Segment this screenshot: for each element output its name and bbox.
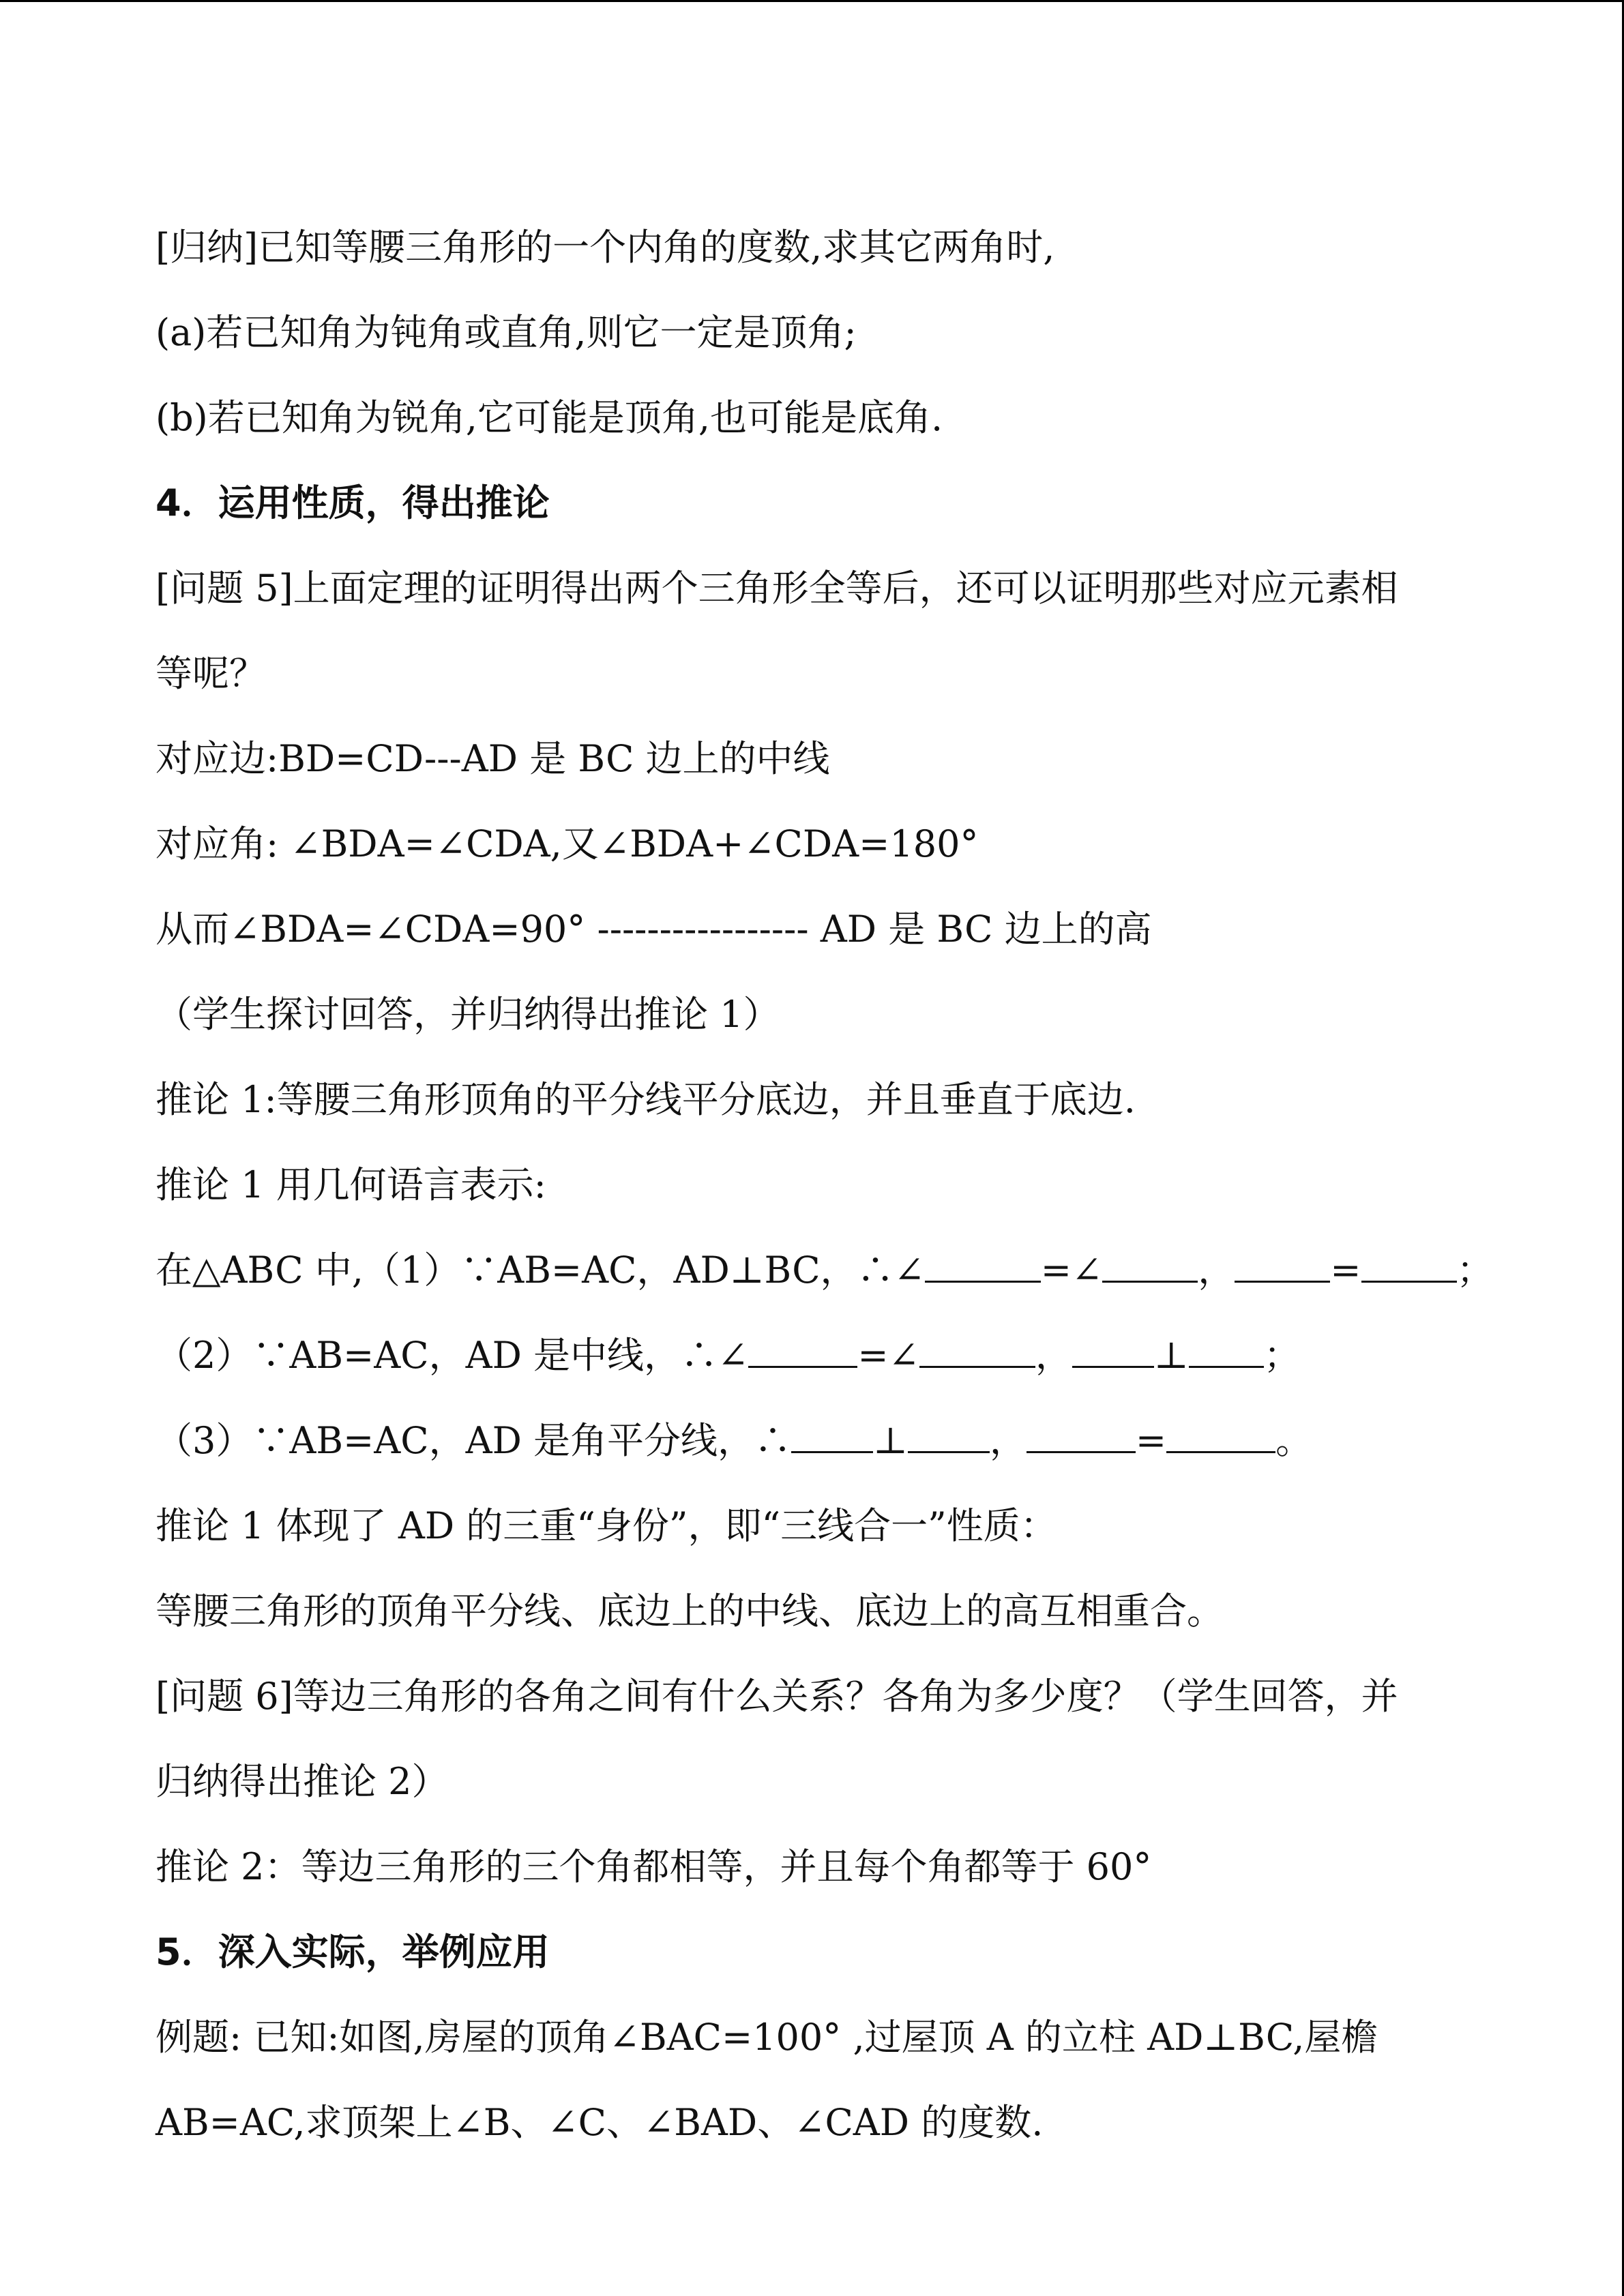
fill-in-text: = [1330,1249,1361,1292]
paragraph-altitude: 从而∠BDA=∠CDA=90° ----------------- AD 是 BC 边上的高 [156,908,1152,951]
paragraph-coincide: 等腰三角形的顶角平分线、底边上的中线、底边上的高互相重合。 [156,1590,1224,1632]
fill-in-text: =∠ [857,1334,919,1377]
document-body [156,205,1492,2165]
paragraph-question-6: [问题 6]等边三角形的各角之间有什么关系？各角为多少度？（学生回答，并 [156,1675,1398,1718]
answer-blank[interactable] [791,1418,873,1453]
paragraph-corollary-1-geometry: 推论 1 用几何语言表示: [156,1163,546,1206]
answer-blank[interactable] [908,1418,990,1453]
fill-in-text: 。 [1275,1419,1313,1462]
fill-in-text: （2）∵AB=AC，AD 是中线，∴∠ [156,1334,749,1377]
answer-blank[interactable] [1166,1418,1275,1453]
section-heading-4: 4．运用性质，得出推论 [156,481,550,524]
fill-in-text: =∠ [1040,1249,1103,1292]
fill-in-text: ， [1035,1334,1072,1377]
paragraph-corresponding-angles: 对应角: ∠BDA=∠CDA,又∠BDA+∠CDA=180° [156,822,979,865]
answer-blank[interactable] [1102,1248,1198,1283]
answer-blank[interactable] [1189,1333,1264,1368]
answer-blank[interactable] [748,1333,857,1368]
answer-blank[interactable] [1361,1248,1457,1283]
fill-in-text: （3）∵AB=AC，AD 是角平分线，∴ [156,1419,792,1462]
paragraph-example: 例题: 已知:如图,房屋的顶角∠BAC=100° ,过屋顶 A 的立柱 AD⊥BC,屋檐 [156,2016,1378,2059]
fill-in-text: ， [1198,1249,1235,1292]
page-border-top [0,0,1624,2]
fill-in-text: ⊥ [1153,1334,1189,1377]
paragraph-question-5-cont: 等呢？ [156,652,266,695]
paragraph-question-6-cont: 归纳得出推论 2） [156,1760,449,1803]
fill-in-text: ， [989,1419,1027,1462]
paragraph-summary: [归纳]已知等腰三角形的一个内角的度数,求其它两角时, [156,226,1055,269]
paragraph-corresponding-sides: 对应边:BD=CD---AD 是 BC 边上的中线 [156,737,830,780]
section-heading-5: 5．深入实际，举例应用 [156,1930,550,1973]
paragraph-case-a: (a)若已知角为钝角或直角,则它一定是顶角; [156,311,857,354]
paragraph-student-discussion: （学生探讨回答，并归纳得出推论 1） [156,993,780,1036]
fill-in-text: ⊥ [873,1419,908,1462]
paragraph-corollary-2: 推论 2：等边三角形的三个角都相等，并且每个角都等于 60° [156,1845,1152,1888]
paragraph-three-lines: 推论 1 体现了 AD 的三重“身份”，即“三线合一”性质： [156,1504,1057,1547]
paragraph-example-cont: AB=AC,求顶架上∠B、∠C、∠BAD、∠CAD 的度数. [156,2101,1044,2144]
fill-in-text: = [1135,1419,1167,1462]
fill-in-text: 在△ABC 中,（1）∵AB=AC，AD⊥BC，∴∠ [156,1249,925,1292]
answer-blank[interactable] [919,1333,1035,1368]
paragraph-question-5: [问题 5]上面定理的证明得出两个三角形全等后，还可以证明那些对应元素相 [156,567,1398,610]
fill-in-line-1 [156,1227,1492,1313]
paragraph-case-b: (b)若已知角为锐角,它可能是顶角,也可能是底角. [156,396,943,439]
answer-blank[interactable] [1235,1248,1330,1283]
fill-in-text: ； [1263,1334,1301,1377]
fill-in-line-3 [156,1398,1492,1483]
paragraph-corollary-1: 推论 1:等腰三角形顶角的平分线平分底边，并且垂直于底边. [156,1078,1136,1121]
fill-in-line-2 [156,1313,1492,1398]
fill-in-text: ； [1456,1249,1494,1292]
answer-blank[interactable] [1072,1333,1154,1368]
answer-blank[interactable] [1027,1418,1136,1453]
answer-blank[interactable] [925,1248,1041,1283]
